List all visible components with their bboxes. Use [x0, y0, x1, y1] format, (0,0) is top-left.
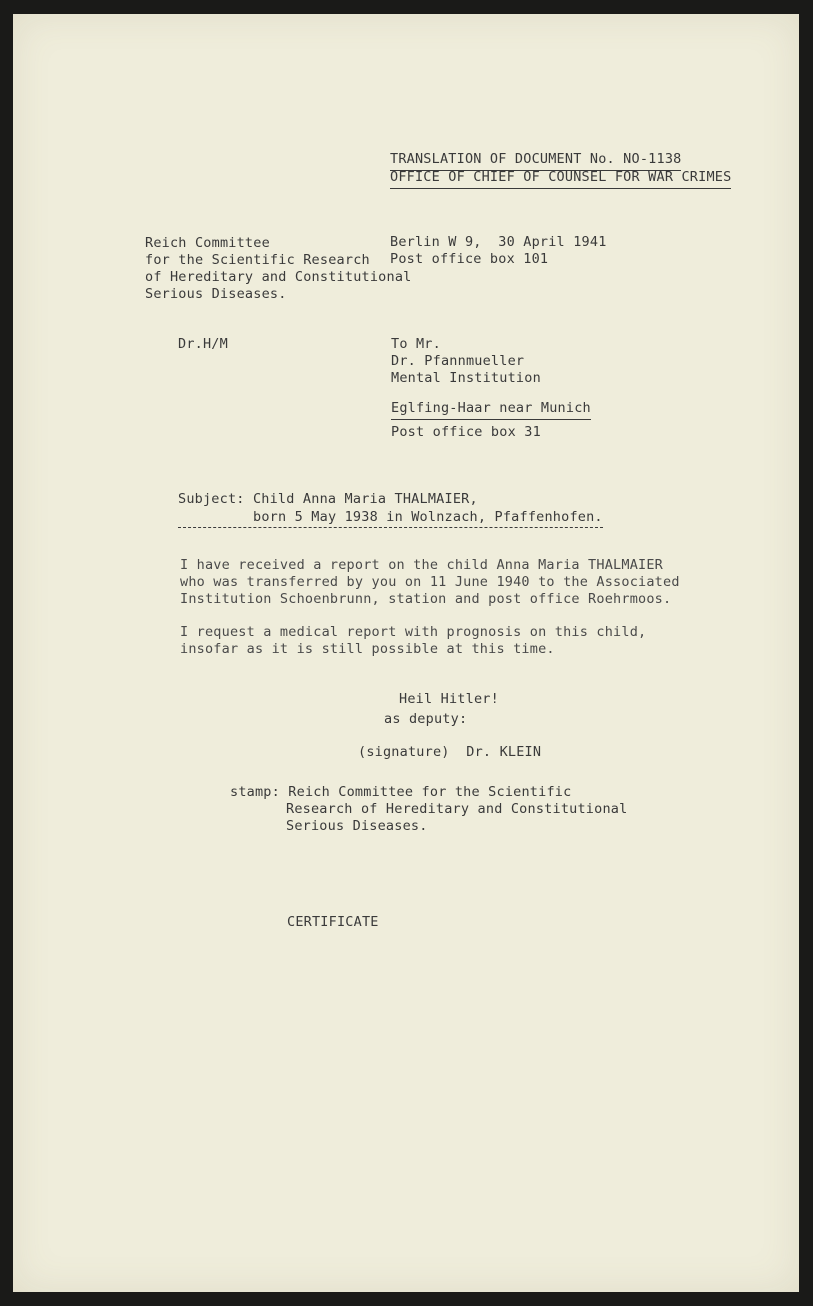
sender-line-4: Serious Diseases.: [145, 286, 287, 302]
recipient-line-5: Post office box 31: [391, 424, 541, 440]
place-date: Berlin W 9, 30 April 1941: [390, 234, 607, 250]
body-p1-line-3: Institution Schoenbrunn, station and post office Roehrmoos.: [180, 591, 672, 607]
body-p2-line-1: I request a medical report with prognosis on this child,: [180, 624, 647, 640]
sender-line-1: Reich Committee: [145, 235, 270, 251]
recipient-line-2: Dr. Pfannmueller: [391, 353, 525, 369]
translation-heading: TRANSLATION OF DOCUMENT No. NO-1138: [390, 151, 681, 171]
document-page: [13, 14, 799, 1292]
body-p1-line-2: who was transferred by you on 11 June 1940 to the Associated: [180, 574, 680, 590]
closing-deputy: as deputy:: [384, 711, 468, 727]
sender-line-2: for the Scientific Research: [145, 252, 370, 268]
subject-line-2: born 5 May 1938 in Wolnzach, Pfaffenhofen.: [178, 509, 603, 528]
subject-line-1: Subject: Child Anna Maria THALMAIER,: [178, 491, 478, 507]
closing-signature: (signature) Dr. KLEIN: [358, 744, 542, 760]
office-heading: OFFICE OF CHIEF OF COUNSEL FOR WAR CRIMES: [390, 169, 731, 189]
recipient-line-3: Mental Institution: [391, 370, 541, 386]
body-p2-line-2: insofar as it is still possible at this time.: [180, 641, 555, 657]
stamp-line-3: Serious Diseases.: [286, 818, 428, 834]
closing-salute: Heil Hitler!: [399, 691, 499, 707]
sender-po-box: Post office box 101: [390, 251, 549, 267]
recipient-line-4: Eglfing-Haar near Munich: [391, 400, 591, 420]
reference-code: Dr.H/M: [178, 336, 228, 352]
certificate-heading: CERTIFICATE: [287, 914, 379, 930]
stamp-line-1: stamp: Reich Committee for the Scientific: [230, 784, 572, 800]
body-p1-line-1: I have received a report on the child Anna Maria THALMAIER: [180, 557, 664, 573]
recipient-line-1: To Mr.: [391, 336, 441, 352]
stamp-line-2: Research of Hereditary and Constitutional: [286, 801, 628, 817]
sender-line-3: of Hereditary and Constitutional: [145, 269, 412, 285]
